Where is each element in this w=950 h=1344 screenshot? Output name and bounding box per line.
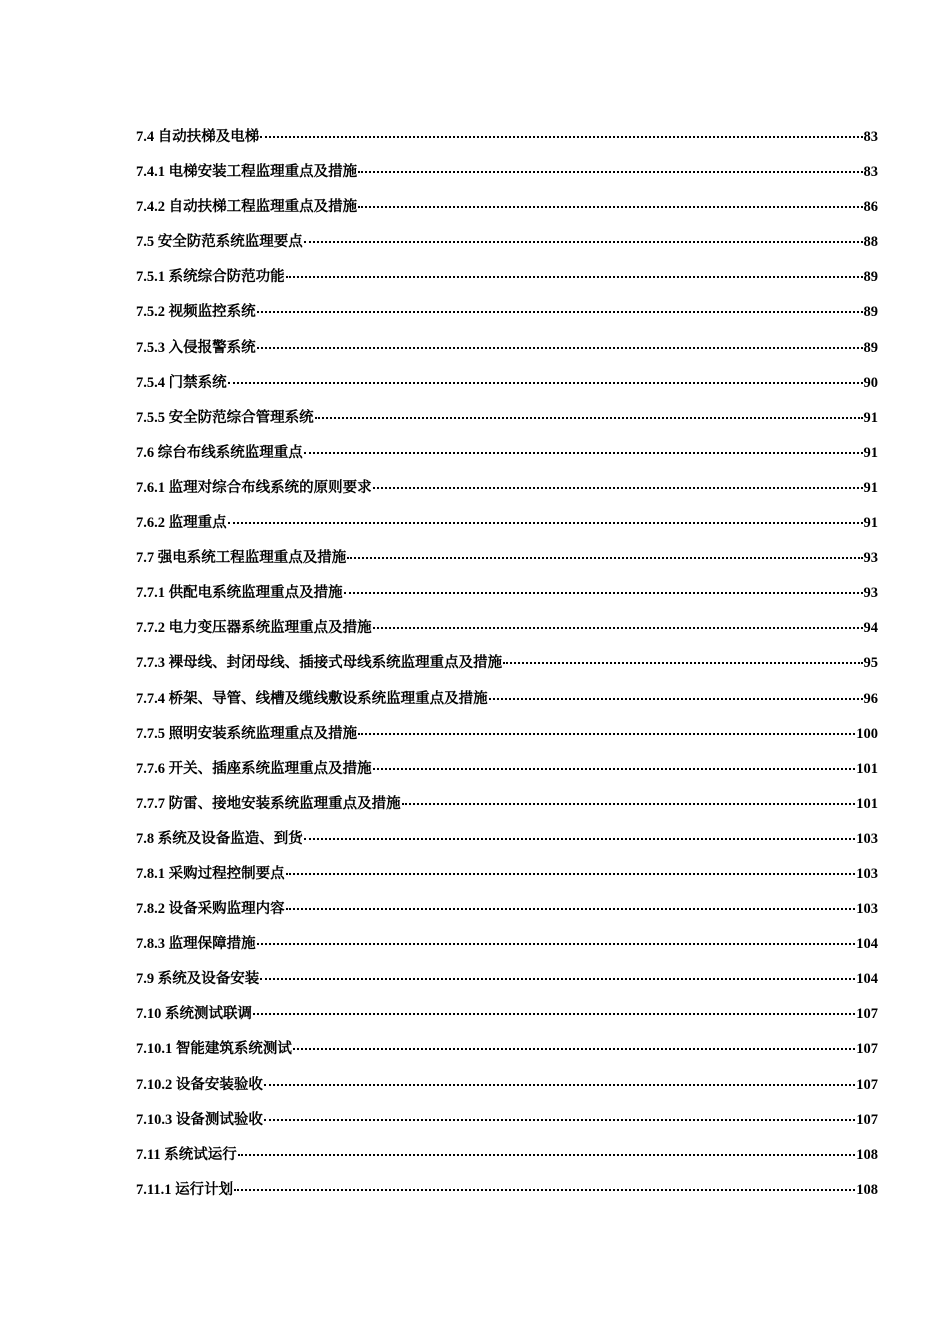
toc-entry[interactable] bbox=[136, 120, 878, 155]
toc-entry[interactable] bbox=[136, 401, 878, 436]
toc-dot-leader bbox=[238, 1154, 856, 1156]
toc-dot-leader bbox=[293, 1048, 855, 1050]
toc-entry-title: 7.7.3 裸母线、封闭母线、插接式母线系统监理重点及措施 bbox=[136, 655, 503, 672]
toc-dot-leader bbox=[503, 662, 862, 664]
toc-entry[interactable] bbox=[136, 541, 878, 576]
toc-entry-page-number: 96 bbox=[863, 690, 878, 707]
toc-entry[interactable] bbox=[136, 1103, 878, 1138]
toc-entry[interactable] bbox=[136, 471, 878, 506]
toc-dot-leader bbox=[228, 522, 863, 524]
toc-entry-title: 7.10.1 智能建筑系统测试 bbox=[136, 1041, 292, 1058]
toc-entry-title: 7.8.1 采购过程控制要点 bbox=[136, 865, 285, 882]
toc-entry-title: 7.4 自动扶梯及电梯 bbox=[136, 129, 260, 145]
toc-dot-leader bbox=[253, 1013, 855, 1015]
toc-dot-leader bbox=[315, 417, 863, 419]
toc-entry-title: 7.7.5 照明安装系统监理重点及措施 bbox=[136, 725, 358, 742]
toc-entry-title: 7.9 系统及设备安装 bbox=[136, 971, 260, 988]
toc-entry[interactable] bbox=[136, 927, 878, 962]
toc-dot-leader bbox=[344, 592, 863, 594]
toc-entry-page-number: 91 bbox=[863, 409, 878, 426]
toc-entry-page-number: 86 bbox=[863, 199, 878, 216]
toc-entry-page-number: 104 bbox=[856, 971, 878, 988]
toc-entry-page-number: 95 bbox=[863, 655, 878, 672]
toc-entry-title: 7.5.5 安全防范综合管理系统 bbox=[136, 409, 314, 426]
toc-entry-page-number: 107 bbox=[856, 1076, 878, 1093]
toc-entry[interactable] bbox=[136, 331, 878, 366]
toc-dot-leader bbox=[304, 838, 856, 840]
toc-entry[interactable] bbox=[136, 1032, 878, 1067]
toc-entry[interactable] bbox=[136, 892, 878, 927]
toc-dot-leader bbox=[373, 627, 863, 629]
toc-entry-page-number: 107 bbox=[856, 1006, 878, 1023]
toc-entry-page-number: 101 bbox=[856, 760, 878, 777]
toc-dot-leader bbox=[260, 978, 855, 980]
toc-dot-leader bbox=[228, 382, 863, 384]
toc-dot-leader bbox=[257, 943, 856, 945]
toc-entry-title: 7.8.2 设备采购监理内容 bbox=[136, 901, 285, 918]
toc-entry-page-number: 108 bbox=[856, 1181, 878, 1198]
toc-entry-title: 7.5.3 入侵报警系统 bbox=[136, 339, 256, 356]
toc-entry-title: 7.5.1 系统综合防范功能 bbox=[136, 269, 285, 286]
toc-dot-leader bbox=[260, 136, 862, 138]
toc-entry[interactable] bbox=[136, 717, 878, 752]
toc-dot-leader bbox=[358, 171, 862, 173]
toc-entry[interactable] bbox=[136, 611, 878, 646]
toc-entry-title: 7.10.3 设备测试验收 bbox=[136, 1111, 263, 1128]
toc-entry-title: 7.10.2 设备安装验收 bbox=[136, 1076, 263, 1093]
toc-entry-page-number: 100 bbox=[856, 725, 878, 742]
toc-dot-leader bbox=[402, 803, 856, 805]
toc-entry-page-number: 93 bbox=[863, 585, 878, 602]
toc-entry-page-number: 94 bbox=[863, 620, 878, 637]
toc-entry-page-number: 107 bbox=[856, 1041, 878, 1058]
toc-dot-leader bbox=[234, 1189, 855, 1191]
toc-dot-leader bbox=[264, 1084, 855, 1086]
toc-entry-page-number: 91 bbox=[863, 479, 878, 496]
toc-entry-page-number: 90 bbox=[863, 374, 878, 391]
toc-entry-title: 7.6.1 监理对综合布线系统的原则要求 bbox=[136, 479, 372, 496]
toc-entry[interactable] bbox=[136, 225, 878, 260]
toc-entry-title: 7.6 综台布线系统监理重点 bbox=[136, 444, 303, 461]
toc-entry-page-number: 103 bbox=[856, 865, 878, 882]
toc-dot-leader bbox=[286, 873, 856, 875]
toc-entry[interactable] bbox=[136, 295, 878, 330]
toc-entry-title: 7.8 系统及设备监造、到货 bbox=[136, 830, 303, 847]
toc-entry-title: 7.7.1 供配电系统监理重点及措施 bbox=[136, 585, 343, 602]
toc-dot-leader bbox=[373, 487, 863, 489]
toc-entry-title: 7.4.1 电梯安装工程监理重点及措施 bbox=[136, 164, 358, 181]
toc-dot-leader bbox=[358, 733, 855, 735]
toc-entry[interactable] bbox=[136, 682, 878, 717]
toc-entry-title: 7.11 系统试运行 bbox=[136, 1146, 237, 1163]
toc-entry[interactable] bbox=[136, 1173, 878, 1208]
table-of-contents bbox=[136, 120, 878, 1208]
toc-entry-page-number: 93 bbox=[863, 550, 878, 567]
toc-dot-leader bbox=[257, 311, 863, 313]
toc-entry-page-number: 89 bbox=[863, 339, 878, 356]
toc-entry[interactable] bbox=[136, 1068, 878, 1103]
toc-dot-leader bbox=[286, 276, 863, 278]
toc-entry-page-number: 91 bbox=[863, 444, 878, 461]
toc-entry-page-number: 88 bbox=[863, 234, 878, 251]
toc-entry[interactable] bbox=[136, 190, 878, 225]
toc-entry[interactable] bbox=[136, 822, 878, 857]
toc-entry-title: 7.7.7 防雷、接地安装系统监理重点及措施 bbox=[136, 795, 401, 812]
toc-entry[interactable] bbox=[136, 752, 878, 787]
toc-dot-leader bbox=[286, 908, 856, 910]
toc-entry-page-number: 89 bbox=[863, 304, 878, 321]
toc-entry-page-number: 91 bbox=[863, 515, 878, 532]
toc-entry[interactable] bbox=[136, 962, 878, 997]
toc-entry-page-number: 107 bbox=[856, 1111, 878, 1128]
toc-entry-page-number: 101 bbox=[856, 795, 878, 812]
toc-entry[interactable] bbox=[136, 997, 878, 1032]
toc-dot-leader bbox=[304, 241, 863, 243]
toc-entry-title: 7.11.1 运行计划 bbox=[136, 1181, 234, 1198]
toc-entry[interactable] bbox=[136, 857, 878, 892]
toc-entry-title: 7.6.2 监理重点 bbox=[136, 515, 227, 532]
toc-entry[interactable] bbox=[136, 576, 878, 611]
toc-entry-title: 7.7.2 电力变压器系统监理重点及措施 bbox=[136, 620, 372, 637]
toc-entry-title: 7.10 系统测试联调 bbox=[136, 1006, 252, 1023]
toc-dot-leader bbox=[347, 557, 862, 559]
toc-entry-page-number: 104 bbox=[856, 936, 878, 953]
toc-dot-leader bbox=[489, 698, 863, 700]
toc-entry-title: 7.5.2 视频监控系统 bbox=[136, 304, 256, 321]
toc-entry[interactable] bbox=[136, 260, 878, 295]
toc-entry-page-number: 108 bbox=[856, 1146, 878, 1163]
toc-entry-title: 7.7 强电系统工程监理重点及措施 bbox=[136, 550, 347, 567]
toc-entry[interactable] bbox=[136, 366, 878, 401]
toc-entry-page-number: 83 bbox=[863, 129, 878, 145]
toc-dot-leader bbox=[373, 768, 856, 770]
toc-dot-leader bbox=[257, 347, 863, 349]
toc-entry[interactable] bbox=[136, 1138, 878, 1173]
toc-entry-page-number: 103 bbox=[856, 830, 878, 847]
toc-entry-title: 7.5 安全防范系统监理要点 bbox=[136, 234, 303, 251]
toc-entry-title: 7.4.2 自动扶梯工程监理重点及措施 bbox=[136, 199, 358, 216]
toc-dot-leader bbox=[264, 1119, 855, 1121]
toc-entry[interactable] bbox=[136, 646, 878, 681]
toc-entry-title: 7.7.6 开关、插座系统监理重点及措施 bbox=[136, 760, 372, 777]
toc-entry-page-number: 103 bbox=[856, 901, 878, 918]
toc-entry-page-number: 89 bbox=[863, 269, 878, 286]
toc-entry-page-number: 83 bbox=[863, 164, 878, 181]
toc-entry[interactable] bbox=[136, 787, 878, 822]
toc-entry[interactable] bbox=[136, 155, 878, 190]
toc-entry[interactable] bbox=[136, 506, 878, 541]
toc-entry[interactable] bbox=[136, 436, 878, 471]
toc-entry-title: 7.8.3 监理保障措施 bbox=[136, 936, 256, 953]
toc-dot-leader bbox=[358, 206, 862, 208]
toc-entry-title: 7.7.4 桥架、导管、线槽及缆线敷设系统监理重点及措施 bbox=[136, 690, 488, 707]
toc-dot-leader bbox=[304, 452, 863, 454]
toc-entry-title: 7.5.4 门禁系统 bbox=[136, 374, 227, 391]
